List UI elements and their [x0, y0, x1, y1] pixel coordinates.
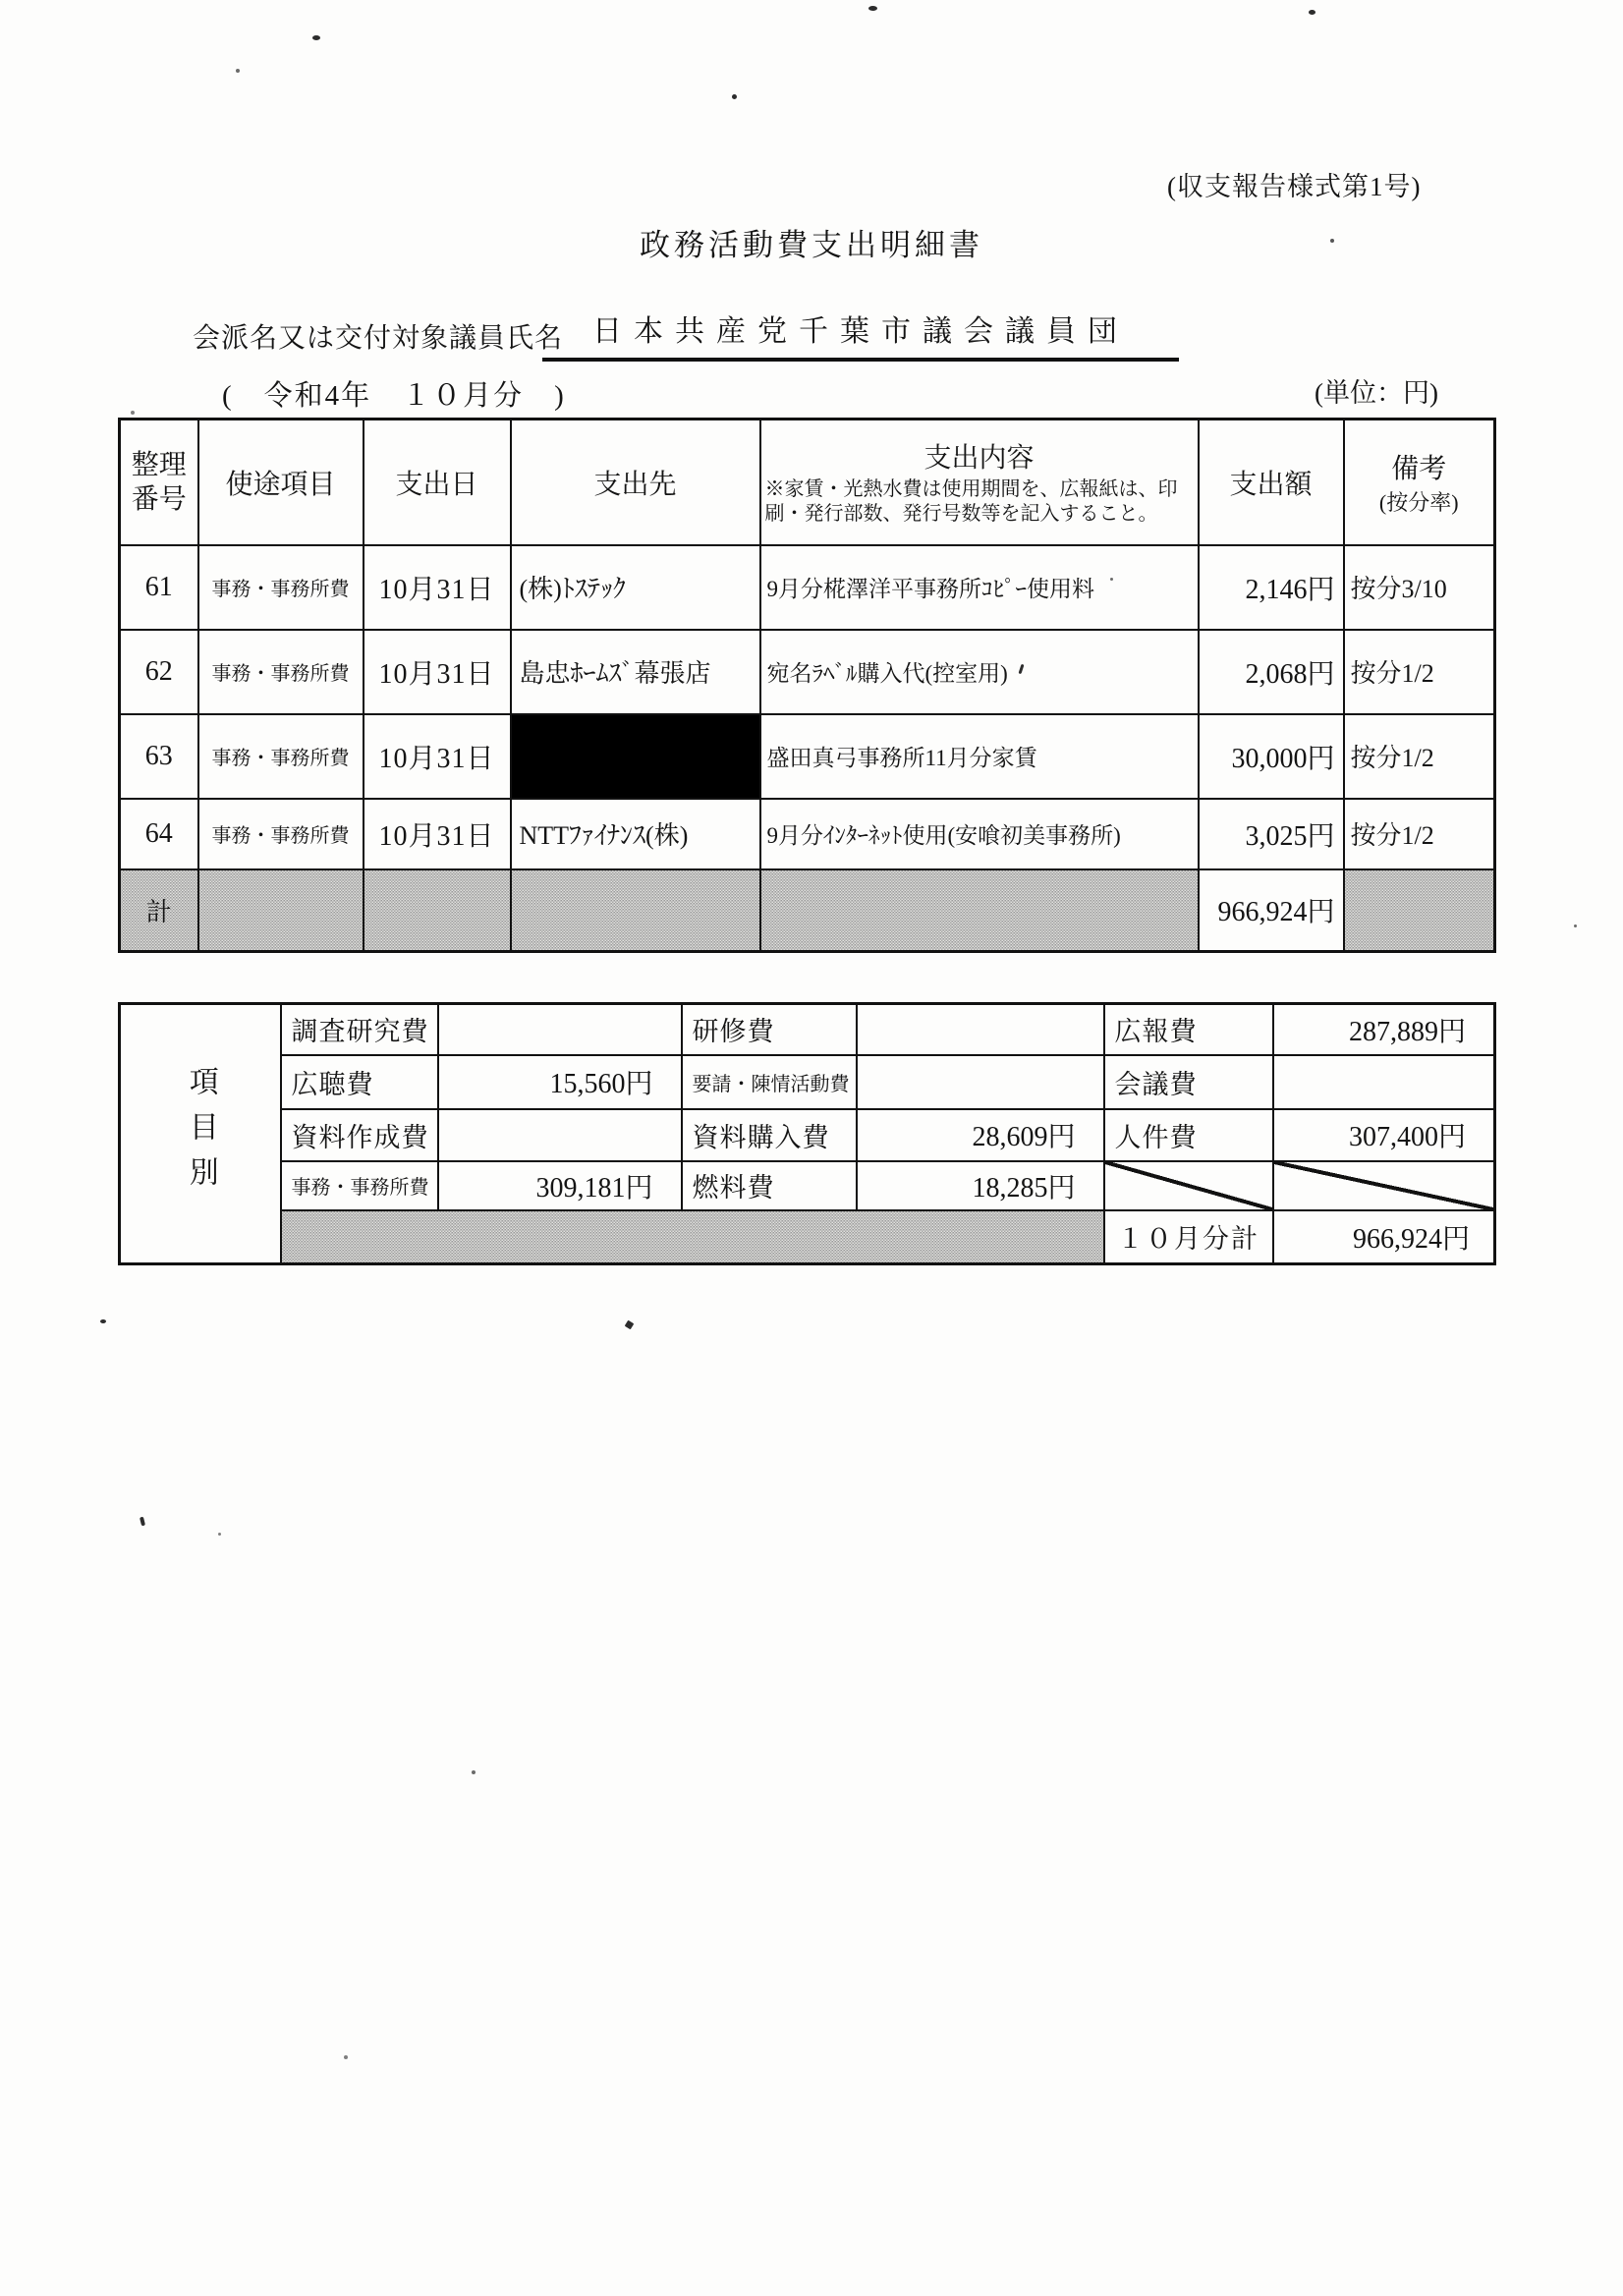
- category-label: 人件費: [1104, 1109, 1273, 1161]
- table-row: [120, 714, 1495, 799]
- faction-name-label: 会派名又は交付対象議員氏名: [193, 323, 564, 354]
- cell-note: 按分1/2: [1344, 630, 1495, 714]
- cell-category: 事務・事務所費: [198, 714, 364, 799]
- col-header-note-sub: (按分率): [1378, 490, 1459, 516]
- cell-no: 61: [120, 545, 198, 630]
- cell-no: 63: [120, 714, 198, 799]
- total-row: [120, 869, 1495, 952]
- total-shaded-cell: [760, 869, 1199, 952]
- col-header-content: [760, 420, 1199, 545]
- category-value: 15,560円: [438, 1055, 682, 1109]
- category-label: 要請・陳情活動費: [682, 1055, 857, 1109]
- unit-note: (単位：円): [1315, 378, 1438, 408]
- cell-description: 9月分椛澤洋平事務所ｺﾋﾟｰ使用料: [760, 545, 1199, 630]
- category-table-row-header: [120, 1004, 281, 1264]
- scan-speckle: [218, 1533, 221, 1536]
- scan-speckle: [1574, 924, 1577, 927]
- scan-speckle: [1309, 10, 1315, 15]
- category-label: 調査研究費: [281, 1004, 438, 1055]
- total-amount: 966,924円: [1199, 869, 1344, 952]
- scan-speckle: [732, 94, 737, 99]
- cell-note: 按分3/10: [1344, 545, 1495, 630]
- category-label: 燃料費: [682, 1161, 857, 1210]
- cell-payee: NTTﾌｧｲﾅﾝｽ(株): [511, 799, 760, 869]
- monthly-total-label: １０月分計: [1104, 1210, 1273, 1264]
- cell-amount: 30,000円: [1199, 714, 1344, 799]
- col-header-content-title: 支出内容: [923, 443, 1035, 475]
- cell-note: 按分1/2: [1344, 799, 1495, 869]
- category-value: 287,889円: [1273, 1004, 1495, 1055]
- col-header-date-label: 支出日: [395, 469, 478, 500]
- category-value: [438, 1004, 682, 1055]
- total-shaded-cell: [364, 869, 511, 952]
- monthly-total-value: 966,924円: [1273, 1210, 1495, 1264]
- table-row: [120, 630, 1495, 714]
- cell-description: 9月分ｲﾝﾀｰﾈｯﾄ使用(安喰初美事務所): [760, 799, 1199, 869]
- category-label: 会議費: [1104, 1055, 1273, 1109]
- category-value: [857, 1004, 1104, 1055]
- page-title: 政務活動費支出明細書: [640, 228, 983, 262]
- category-value: 309,181円: [438, 1161, 682, 1210]
- table-row: [120, 799, 1495, 869]
- category-label: 資料作成費: [281, 1109, 438, 1161]
- cell-amount: 2,146円: [1199, 545, 1344, 630]
- payee-redaction-box: [511, 714, 760, 799]
- col-header-amount-label: 支出額: [1229, 469, 1313, 500]
- category-label: 事務・事務所費: [281, 1161, 438, 1210]
- cell-amount: 3,025円: [1199, 799, 1344, 869]
- expense-table: [118, 418, 1496, 953]
- table-row: [120, 545, 1495, 630]
- total-shaded-cell: [198, 869, 364, 952]
- category-value: [438, 1109, 682, 1161]
- category-value: 307,400円: [1273, 1109, 1495, 1161]
- category-breakdown-table: [118, 1002, 1496, 1265]
- category-value: 28,609円: [857, 1109, 1104, 1161]
- scan-speckle: [344, 2055, 348, 2059]
- category-value: [857, 1055, 1104, 1109]
- cell-date: 10月31日: [364, 545, 511, 630]
- cell-no: 62: [120, 630, 198, 714]
- cell-note: 按分1/2: [1344, 714, 1495, 799]
- col-header-date: [364, 420, 511, 545]
- category-value: 18,285円: [857, 1161, 1104, 1210]
- scan-speckle: [140, 1517, 145, 1527]
- cell-category: 事務・事務所費: [198, 799, 364, 869]
- cell-category: 事務・事務所費: [198, 630, 364, 714]
- cell-amount: 2,068円: [1199, 630, 1344, 714]
- report-period: ( 令和4年 １０月分 ): [222, 380, 566, 412]
- form-code: (収支報告様式第1号): [1167, 172, 1422, 201]
- scan-speckle: [312, 35, 320, 40]
- cell-description: 盛田真弓事務所11月分家賃: [760, 714, 1199, 799]
- monthly-total-shaded-cell: [281, 1210, 1104, 1264]
- cell-date: 10月31日: [364, 630, 511, 714]
- scan-speckle: [1110, 578, 1113, 581]
- diagonal-blank-cell: [1104, 1161, 1273, 1210]
- scan-speckle: [131, 411, 135, 415]
- faction-name-value: 日本共産党千葉市議会議員団: [542, 307, 1179, 362]
- cell-payee: 島忠ﾎｰﾑｽﾞ幕張店: [511, 630, 760, 714]
- col-header-category-label: 使途項目: [225, 469, 336, 500]
- total-label: 計: [120, 869, 198, 952]
- col-header-note-title: 備考: [1391, 454, 1447, 485]
- cell-date: 10月31日: [364, 799, 511, 869]
- scan-speckle: [236, 69, 240, 73]
- category-label: 資料購入費: [682, 1109, 857, 1161]
- category-table-row-header-label: 項目別: [184, 1066, 217, 1202]
- cell-payee: (株)ﾄｽﾃｯｸ: [511, 545, 760, 630]
- scan-speckle: [472, 1770, 476, 1774]
- col-header-no: [120, 420, 198, 545]
- diagonal-blank-cell: [1273, 1161, 1495, 1210]
- category-label: 研修費: [682, 1004, 857, 1055]
- cell-no: 64: [120, 799, 198, 869]
- total-shaded-cell: [511, 869, 760, 952]
- cell-category: 事務・事務所費: [198, 545, 364, 630]
- scan-speckle: [868, 6, 877, 11]
- col-header-no-label: 整理番号: [131, 449, 187, 515]
- col-header-amount: [1199, 420, 1344, 545]
- total-shaded-cell: [1344, 869, 1495, 952]
- col-header-content-note: ※家賃・光熱水費は使用期間を、広報紙は、印刷・発行部数、発行号数等を記入すること。: [764, 478, 1178, 525]
- scan-speckle: [625, 1320, 635, 1330]
- category-label: 広聴費: [281, 1055, 438, 1109]
- cell-date: 10月31日: [364, 714, 511, 799]
- scan-speckle: [100, 1319, 106, 1323]
- cell-description: 宛名ﾗﾍﾞﾙ購入代(控室用): [760, 630, 1199, 714]
- col-header-note: [1344, 420, 1495, 545]
- scan-speckle: [1330, 239, 1334, 243]
- category-label: 広報費: [1104, 1004, 1273, 1055]
- col-header-payee: [511, 420, 760, 545]
- col-header-payee-label: 支出先: [593, 469, 677, 500]
- col-header-category: [198, 420, 364, 545]
- category-value: [1273, 1055, 1495, 1109]
